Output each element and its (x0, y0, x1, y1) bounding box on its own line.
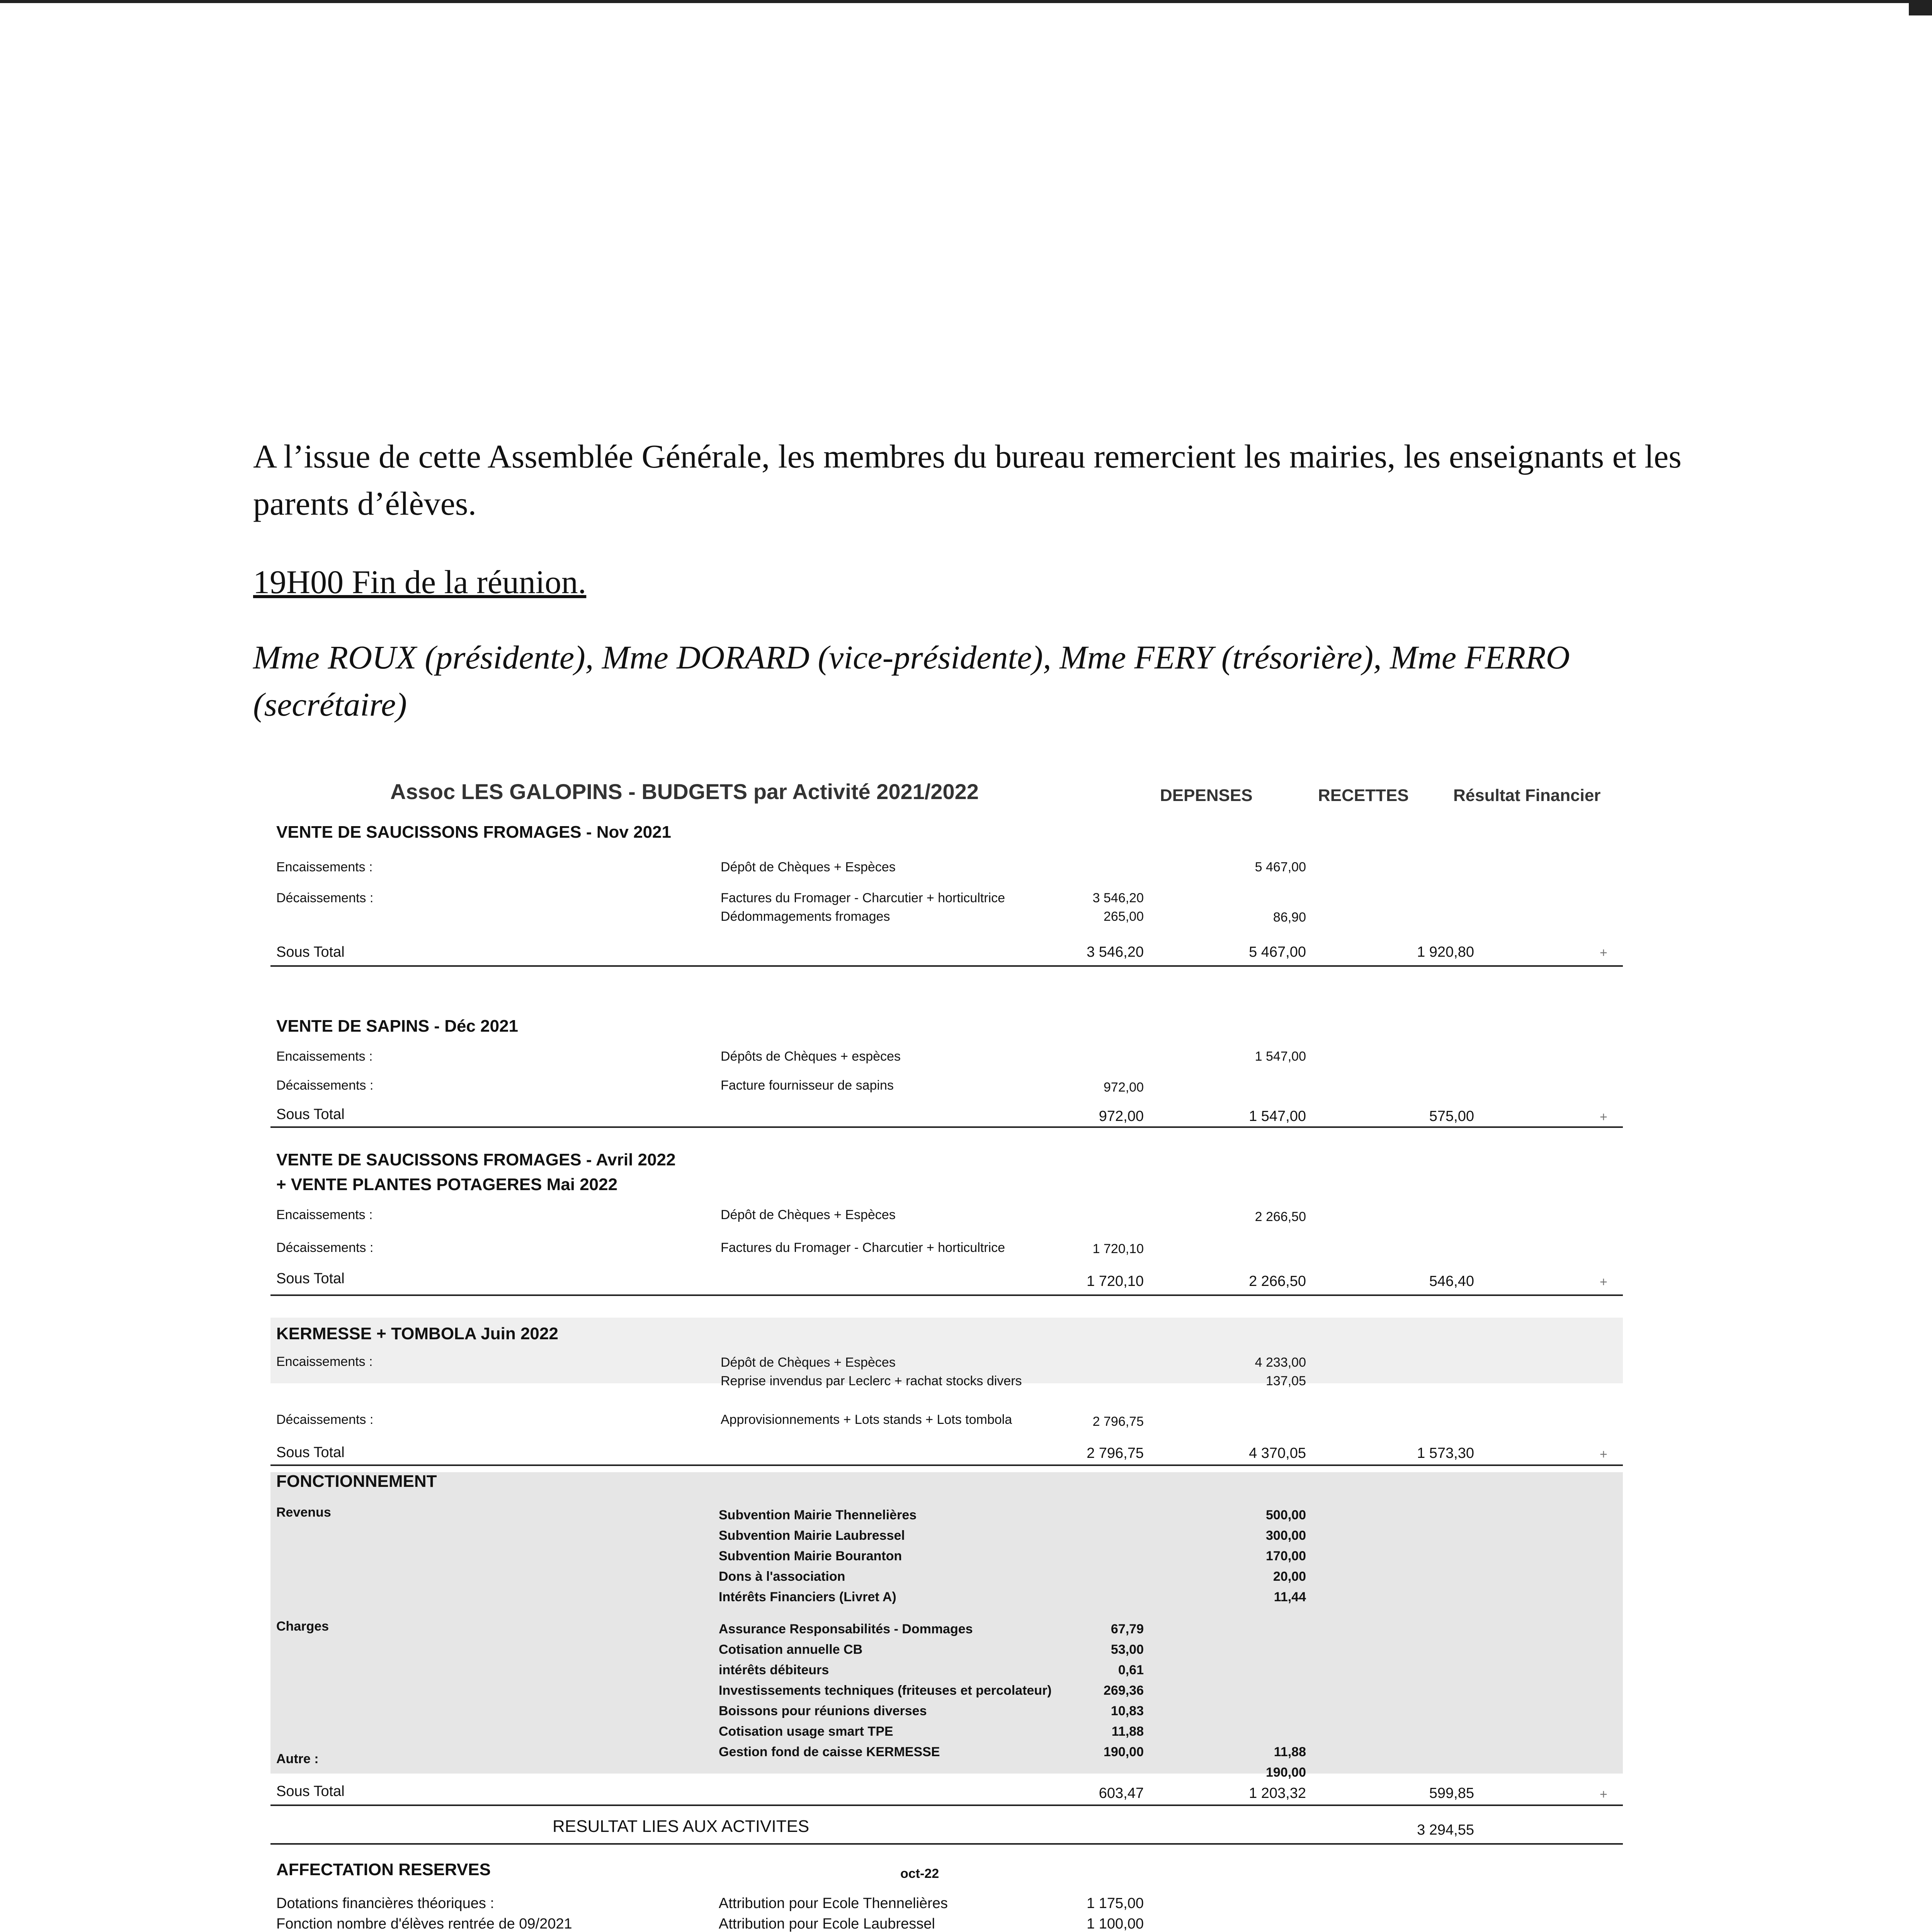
row-label: Autre : (276, 1752, 319, 1766)
sous-total-resultat: 1 920,80 (1417, 944, 1474, 960)
row-label: Encaissements : (276, 1208, 373, 1222)
affectation-date: oct-22 (900, 1866, 939, 1881)
row-description: Dépôt de Chèques + Espèces (721, 1208, 896, 1222)
scan-top-corner (1909, 0, 1932, 15)
section-title: FONCTIONNEMENT (276, 1472, 437, 1491)
section-title: AFFECTATION RESERVES (276, 1860, 491, 1879)
recettes-value: 2 266,50 (1255, 1209, 1306, 1224)
sous-total-recettes: 4 370,05 (1249, 1445, 1306, 1461)
sous-total-depenses: 2 796,75 (1087, 1445, 1144, 1461)
sous-total-recettes: 1 547,00 (1249, 1108, 1306, 1124)
section-title: VENTE DE SAUCISSONS FROMAGES - Avril 2022 + VENTE PLANTES POTAGERES Mai 2022 (276, 1150, 676, 1194)
section-title: VENTE DE SAUCISSONS FROMAGES - Nov 2021 (276, 823, 671, 842)
header-depenses: DEPENSES (1160, 786, 1253, 805)
row-description: Dépôt de Chèques + Espèces Reprise invendus par Leclerc + rachat stocks divers (721, 1355, 1022, 1388)
sous-total-recettes: 1 203,32 (1249, 1785, 1306, 1801)
row-description: Dépôts de Chèques + espèces (721, 1049, 901, 1064)
closing-paragraph: A l’issue de cette Assemblée Générale, les membres du bureau remercient les mairies, les enseignants et les parents d’élèves. (253, 438, 1682, 522)
depenses-value: 3 546,20 265,00 (1092, 891, 1144, 924)
recettes-value: 86,90 (1273, 910, 1306, 925)
row-label: Revenus (276, 1505, 331, 1520)
sous-total-recettes: 5 467,00 (1249, 944, 1306, 960)
row-description: Factures du Fromager - Charcutier + horticultrice Dédommagements fromages (721, 891, 1005, 924)
sous-total-label: Sous Total (276, 944, 345, 960)
divider (270, 1804, 1623, 1806)
recettes-value: 5 467,00 (1255, 860, 1306, 874)
row-label: Charges (276, 1619, 329, 1634)
depenses-value: 972,00 (1104, 1080, 1144, 1095)
sous-total-label: Sous Total (276, 1270, 345, 1287)
end-of-meeting: 19H00 Fin de la réunion. (253, 563, 587, 600)
plus-mark: + (1600, 1275, 1607, 1289)
recettes-value: 1 547,00 (1255, 1049, 1306, 1064)
sous-total-depenses: 3 546,20 (1087, 944, 1144, 960)
header-recettes: RECETTES (1318, 786, 1409, 805)
charges-depenses: 67,79 53,00 0,61 269,36 10,83 11,88 190,00 (1104, 1622, 1144, 1759)
row-label: Décaissements : (276, 891, 374, 905)
divider (270, 965, 1623, 967)
depenses-value: 1 720,10 (1092, 1242, 1144, 1256)
resultat-label: RESULTAT LIES AUX ACTIVITES (553, 1817, 810, 1836)
affectation-descriptions: Attribution pour Ecole Thennelières Attribution pour Ecole Laubressel (719, 1895, 948, 1932)
sous-total-resultat: 575,00 (1429, 1108, 1474, 1124)
plus-mark: + (1600, 1447, 1607, 1462)
row-label: Décaissements : (276, 1078, 374, 1093)
affectation-label: Dotations financières théoriques : Fonction nombre d'élèves rentrée de 09/2021 (276, 1895, 572, 1932)
divider (270, 1843, 1623, 1845)
row-label: Décaissements : (276, 1412, 374, 1427)
table-title: Assoc LES GALOPINS - BUDGETS par Activité 2021/2022 (390, 779, 979, 804)
affectation-depenses: 1 175,00 1 100,00 (1087, 1895, 1144, 1932)
header-resultat: Résultat Financier (1453, 786, 1601, 805)
plus-mark: + (1600, 946, 1607, 960)
divider (270, 1294, 1623, 1296)
section-title: VENTE DE SAPINS - Déc 2021 (276, 1017, 519, 1036)
signatories: Mme ROUX (présidente), Mme DORARD (vice-présidente), Mme FERY (trésorière), Mme FERRO (secrétaire) (253, 639, 1570, 723)
sous-total-resultat: 1 573,30 (1417, 1445, 1474, 1461)
sous-total-label: Sous Total (276, 1106, 345, 1122)
budget-table (270, 777, 1631, 1932)
plus-mark: + (1600, 1110, 1607, 1124)
section-title: KERMESSE + TOMBOLA Juin 2022 (276, 1324, 558, 1343)
divider (270, 1126, 1623, 1128)
sous-total-resultat: 599,85 (1429, 1785, 1474, 1801)
row-label: Encaissements : (276, 1049, 373, 1064)
scan-top-border (0, 0, 1932, 3)
plus-mark: + (1600, 1787, 1607, 1802)
depenses-value: 2 796,75 (1092, 1414, 1144, 1429)
row-label: Décaissements : (276, 1240, 374, 1255)
revenus-descriptions: Subvention Mairie Thennelières Subvention Mairie Laubressel Subvention Mairie Bouranton Dons à l'association Intérêts Financiers (Livret A) (719, 1508, 917, 1604)
sous-total-depenses: 972,00 (1099, 1108, 1144, 1124)
sous-total-depenses: 1 720,10 (1087, 1273, 1144, 1289)
resultat-value: 3 294,55 (1417, 1822, 1474, 1838)
row-description: Factures du Fromager - Charcutier + horticultrice (721, 1240, 1005, 1255)
row-description: Facture fournisseur de sapins (721, 1078, 894, 1093)
sous-total-label: Sous Total (276, 1783, 345, 1799)
sous-total-resultat: 546,40 (1429, 1273, 1474, 1289)
row-description: Dépôt de Chèques + Espèces (721, 860, 896, 874)
recettes-value: 4 233,00 137,05 (1255, 1355, 1306, 1388)
sous-total-depenses: 603,47 (1099, 1785, 1144, 1801)
charges-descriptions: Assurance Responsabilités - Dommages Cotisation annuelle CB intérêts débiteurs Investissements techniques (friteuses et percolateur) Boissons pour réunions diverses Cotisation usage smart TPE Gestion fond de caisse KERMESSE (719, 1622, 1052, 1759)
sous-total-label: Sous Total (276, 1444, 345, 1461)
revenus-recettes: 500,00 300,00 170,00 20,00 11,44 (1266, 1508, 1306, 1604)
divider (270, 1464, 1623, 1466)
row-label: Encaissements : (276, 1354, 373, 1369)
row-description: Approvisionnements + Lots stands + Lots tombola (721, 1412, 1012, 1427)
sous-total-recettes: 2 266,50 (1249, 1273, 1306, 1289)
row-label: Encaissements : (276, 860, 373, 874)
autre-recettes: 11,88 190,00 (1266, 1745, 1306, 1780)
